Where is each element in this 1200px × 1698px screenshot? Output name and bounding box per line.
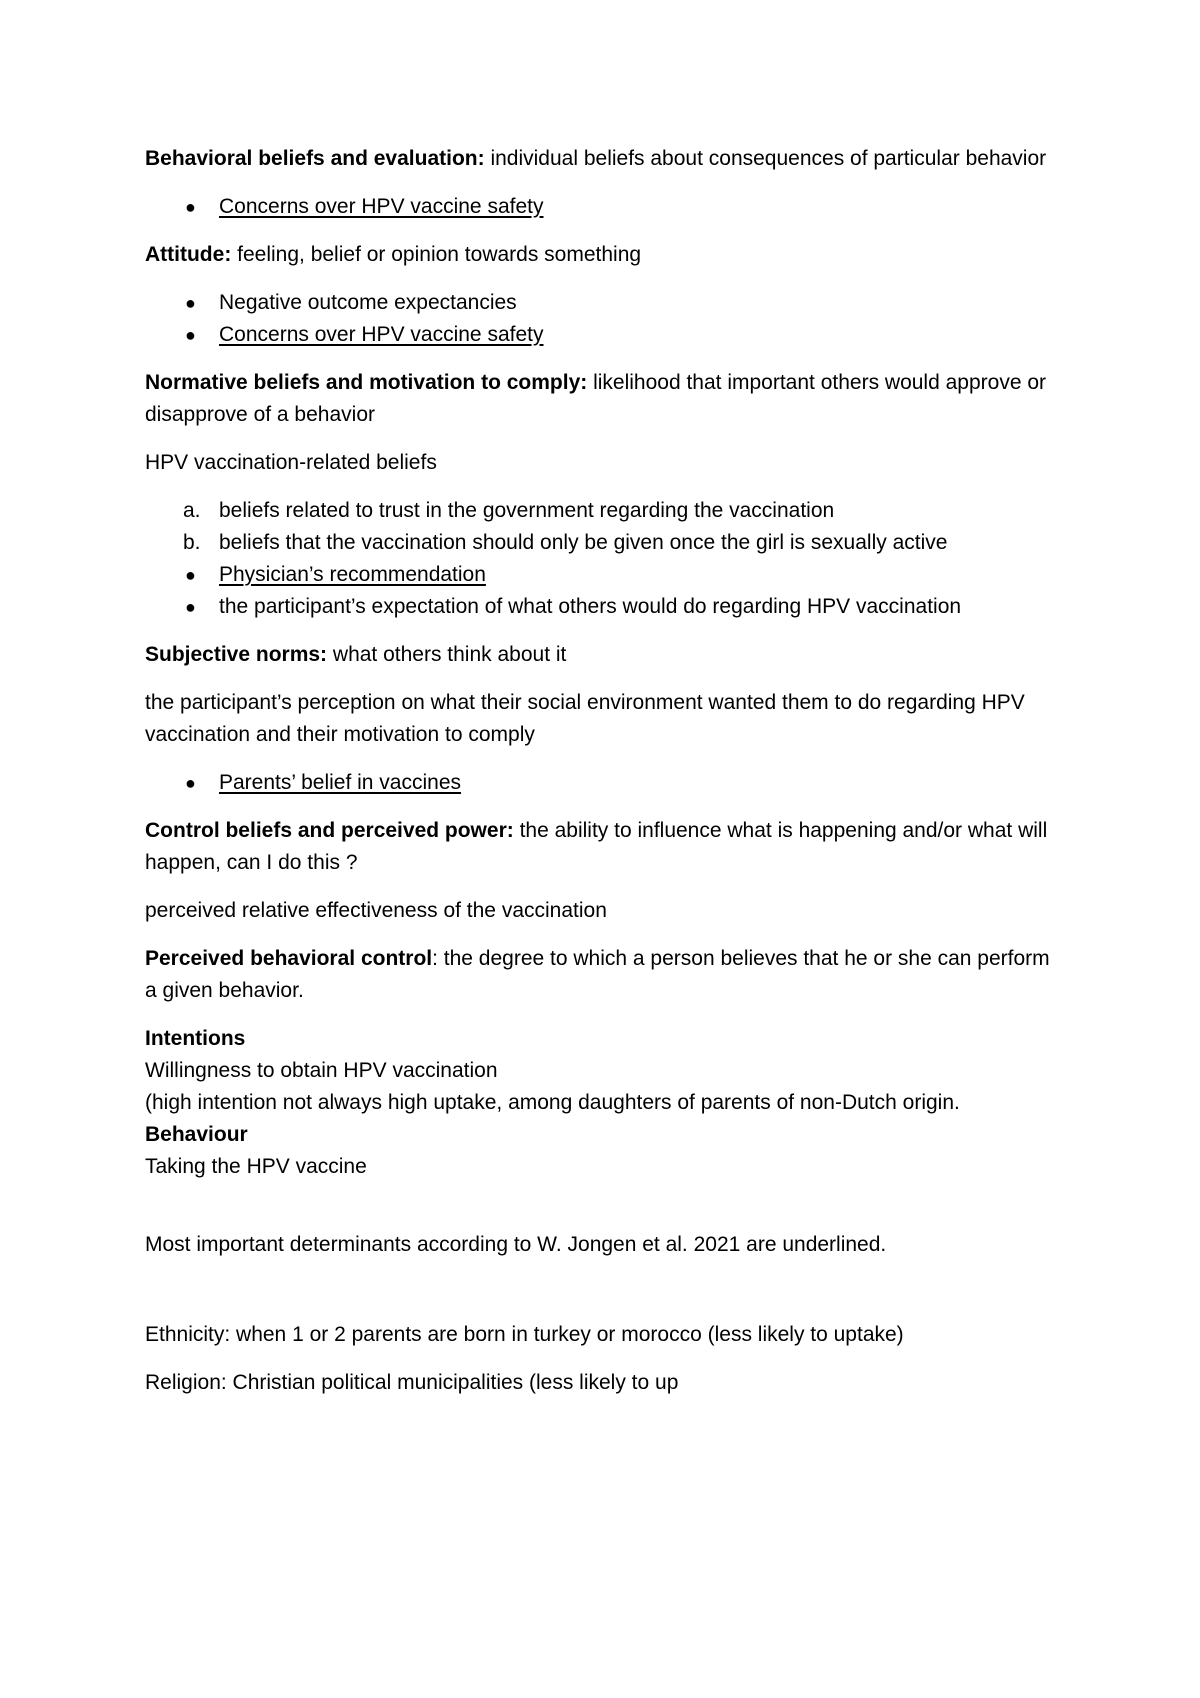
empty-line — [145, 1197, 1065, 1229]
intentions-heading: Intentions — [145, 1027, 246, 1050]
perceived-control-paragraph — [145, 943, 1065, 1007]
subjective-norms-paragraph — [145, 639, 1065, 671]
subjective-norms-list — [145, 767, 1065, 799]
term-label: Subjective norms: — [145, 643, 328, 666]
list-item-text: beliefs that the vaccination should only be given once the girl is sexually active — [219, 531, 948, 554]
list-marker: a. — [183, 499, 201, 522]
normative-bullet-list — [145, 559, 1065, 623]
bullet-icon: ● — [185, 325, 196, 345]
definition-text: : the degree to which a person believes that he or she can perform a given behavior. — [145, 947, 1050, 1002]
definition-text: what others think about it — [327, 643, 567, 666]
behavioral-beliefs-paragraph — [145, 143, 1065, 175]
control-beliefs-detail: perceived relative effectiveness of the vaccination — [145, 899, 607, 922]
list-item-text: the participant’s expectation of what others would do regarding HPV vaccination — [219, 595, 962, 618]
behaviour-line: Taking the HPV vaccine — [145, 1155, 367, 1178]
bullet-icon: ● — [185, 773, 196, 793]
list-item — [145, 287, 1065, 319]
intentions-behaviour-block — [145, 1023, 1065, 1183]
bullet-icon: ● — [185, 293, 196, 313]
list-item — [145, 767, 1065, 799]
attitude-paragraph — [145, 239, 1065, 271]
term-label: Control beliefs and perceived power: — [145, 819, 514, 842]
control-beliefs-paragraph — [145, 815, 1065, 879]
term-label: Normative beliefs and motivation to comply: — [145, 371, 588, 394]
intentions-line: Willingness to obtain HPV vaccination — [145, 1059, 498, 1082]
bullet-icon: ● — [185, 597, 196, 617]
list-item-text: Physician’s recommendation — [219, 563, 486, 586]
ethnicity-paragraph: Ethnicity: when 1 or 2 parents are born in turkey or morocco (less likely to uptake) — [145, 1323, 904, 1346]
list-marker: b. — [183, 531, 201, 554]
term-label: Behavioral beliefs and evaluation: — [145, 147, 485, 170]
term-label: Attitude: — [145, 243, 232, 266]
normative-beliefs-paragraph — [145, 367, 1065, 431]
list-item-text: Parents’ belief in vaccines — [219, 771, 462, 794]
bullet-icon: ● — [185, 565, 196, 585]
definition-text: individual beliefs about consequences of particular behavior — [484, 147, 1047, 170]
term-label: Perceived behavioral control — [145, 947, 433, 970]
list-item — [145, 527, 1065, 559]
intentions-note: (high intention not always high uptake, among daughters of parents of non-Dutch origin. — [145, 1091, 960, 1114]
normative-subheading: HPV vaccination-related beliefs — [145, 451, 437, 474]
religion-paragraph: Religion: Christian political municipalities (less likely to up — [145, 1371, 679, 1394]
determinants-note: Most important determinants according to W. Jongen et al. 2021 are underlined. — [145, 1233, 887, 1256]
definition-text: feeling, belief or opinion towards something — [231, 243, 642, 266]
definition-text: likelihood that important others would approve or disapprove of a behavior — [145, 371, 1047, 426]
attitude-list — [145, 287, 1065, 351]
document-page — [145, 143, 1065, 1415]
behavioral-beliefs-list — [145, 191, 1065, 223]
list-item — [145, 559, 1065, 591]
bullet-icon: ● — [185, 197, 196, 217]
subjective-norms-detail: the participant’s perception on what their social environment wanted them to do regarding HPV vaccination and their motivation to comply — [145, 691, 1025, 746]
list-item-text: Concerns over HPV vaccine safety — [219, 195, 544, 218]
list-item — [145, 495, 1065, 527]
list-item-text: Concerns over HPV vaccine safety — [219, 323, 544, 346]
list-item-text: Negative outcome expectancies — [219, 291, 517, 314]
behaviour-heading: Behaviour — [145, 1123, 248, 1146]
definition-text: the ability to influence what is happening and/or what will happen, can I do this ? — [145, 819, 1048, 874]
list-item-text: beliefs related to trust in the government regarding the vaccination — [219, 499, 835, 522]
list-item — [145, 319, 1065, 351]
list-item — [145, 591, 1065, 623]
list-item — [145, 191, 1065, 223]
normative-lettered-list — [145, 495, 1065, 559]
